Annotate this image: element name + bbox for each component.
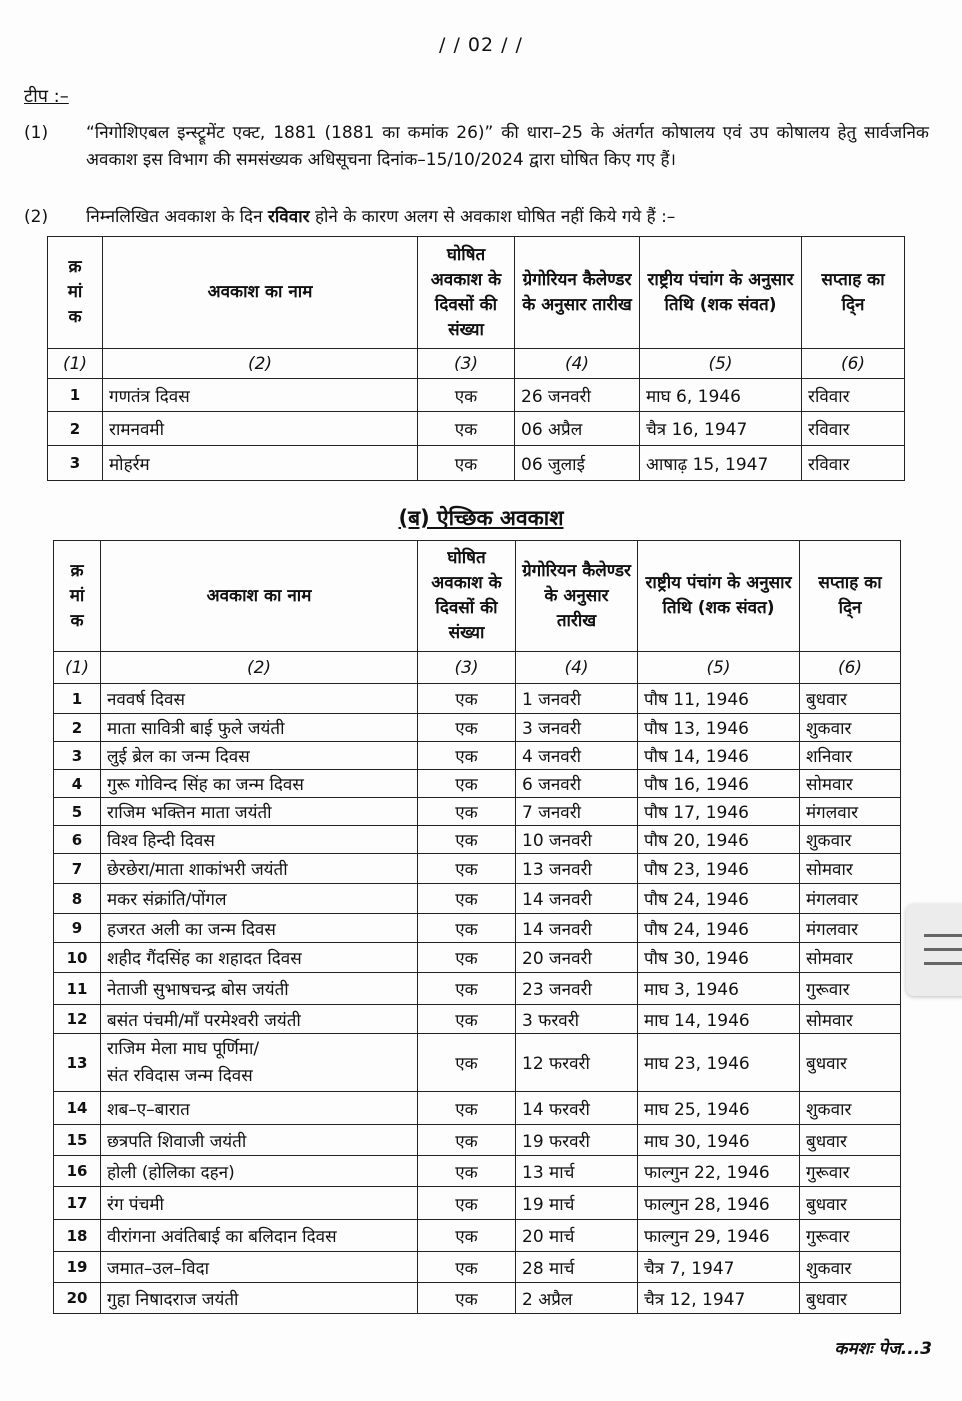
saka-date: पौष 24, 1946 <box>638 884 800 914</box>
days-count: एक <box>418 914 516 943</box>
note-text: “निगोशिएबल इन्स्ट्रूमेंट एक्ट, 1881 (1881 का कमांक 26)” की धारा–25 के अंतर्गत कोषालय एवं उप कोषालय हेतु सार्वजनिक अवकाश इस विभाग की समसंख्यक अधिसूचना दिनांक–15/10/2024 द्वारा घोषित किए गए हैं। <box>86 123 929 170</box>
gregorian-date: 26 जनवरी <box>515 379 640 412</box>
holiday-name: गुरू गोविन्द सिंह का जन्म दिवस <box>101 770 418 798</box>
serial-number: 16 <box>54 1156 101 1187</box>
days-count: एक <box>418 1092 516 1125</box>
holiday-name: विश्व हिन्दी दिवस <box>101 826 418 854</box>
saka-date: पौष 30, 1946 <box>638 943 800 973</box>
column-index: (2) <box>101 652 418 684</box>
serial-number: 1 <box>54 684 101 714</box>
header-national: राष्ट्रीय पंचांग के अनुसार तिथि (शक संवत) <box>638 541 800 652</box>
holiday-name: माता सावित्री बाई फुले जयंती <box>101 714 418 742</box>
holiday-name: छेरछेरा/माता शाकांभरी जयंती <box>101 854 418 884</box>
gregorian-date: 14 जनवरी <box>516 914 638 943</box>
gregorian-date: 2 अप्रैल <box>516 1283 638 1314</box>
holiday-name: राजिम भक्तिन माता जयंती <box>101 798 418 826</box>
days-count: एक <box>418 1034 516 1092</box>
gregorian-date: 20 जनवरी <box>516 943 638 973</box>
table-row <box>54 826 901 854</box>
saka-date: पौष 24, 1946 <box>638 914 800 943</box>
weekday: गुरूवार <box>800 1156 901 1187</box>
header-row <box>54 541 901 652</box>
holiday-name: रामनवमी <box>103 412 418 446</box>
saka-date: माघ 14, 1946 <box>638 1005 800 1034</box>
note-text-part: निम्नलिखित अवकाश के दिन <box>86 207 268 227</box>
header-sn: क्र मां क <box>48 237 103 349</box>
table-row <box>48 446 905 481</box>
serial-number: 12 <box>54 1005 101 1034</box>
gregorian-date: 14 फरवरी <box>516 1092 638 1125</box>
serial-number: 17 <box>54 1187 101 1220</box>
saka-date: पौष 13, 1946 <box>638 714 800 742</box>
serial-number: 8 <box>54 884 101 914</box>
holiday-name: मकर संक्रांति/पोंगल <box>101 884 418 914</box>
weekday: शुकवार <box>800 1092 901 1125</box>
holiday-name: शब–ए–बारात <box>101 1092 418 1125</box>
saka-date: माघ 3, 1946 <box>638 973 800 1005</box>
serial-number: 14 <box>54 1092 101 1125</box>
days-count: एक <box>418 854 516 884</box>
header-gregorian: ग्रेगोरियन कैलेण्डर के अनुसार तारीख <box>515 237 640 349</box>
serial-number: 5 <box>54 798 101 826</box>
gregorian-date: 06 अप्रैल <box>515 412 640 446</box>
gregorian-date: 6 जनवरी <box>516 770 638 798</box>
gregorian-date: 06 जुलाई <box>515 446 640 481</box>
weekday: बुधवार <box>800 1034 901 1092</box>
table-row <box>54 1156 901 1187</box>
serial-number: 19 <box>54 1252 101 1283</box>
saka-date: पौष 11, 1946 <box>638 684 800 714</box>
gregorian-date: 23 जनवरी <box>516 973 638 1005</box>
column-index: (4) <box>515 349 640 379</box>
table-row <box>54 742 901 770</box>
table-row <box>54 1092 901 1125</box>
saka-date: चैत्र 12, 1947 <box>638 1283 800 1314</box>
weekday: रविवार <box>802 446 905 481</box>
table-row <box>54 798 901 826</box>
holiday-name: राजिम मेला माघ पूर्णिमा/ संत रविदास जन्म दिवस <box>101 1034 418 1092</box>
holiday-name: बसंत पंचमी/माँ परमेश्वरी जयंती <box>101 1005 418 1034</box>
days-count: एक <box>418 1220 516 1252</box>
note-text-bold: रविवार <box>267 207 310 227</box>
saka-date: माघ 30, 1946 <box>638 1125 800 1156</box>
days-count: एक <box>418 684 516 714</box>
table-row <box>54 1252 901 1283</box>
days-count: एक <box>418 742 516 770</box>
weekday: गुरूवार <box>800 973 901 1005</box>
column-index: (2) <box>103 349 418 379</box>
table-row <box>48 412 905 446</box>
gregorian-date: 28 मार्च <box>516 1252 638 1283</box>
saka-date: फाल्गुन 29, 1946 <box>638 1220 800 1252</box>
column-index: (3) <box>418 652 516 684</box>
gregorian-date: 10 जनवरी <box>516 826 638 854</box>
header-gregorian: ग्रेगोरियन कैलेण्डर के अनुसार तारीख <box>516 541 638 652</box>
saka-date: चैत्र 7, 1947 <box>638 1252 800 1283</box>
weekday: रविवार <box>802 379 905 412</box>
weekday: सोमवार <box>800 770 901 798</box>
weekday: बुधवार <box>800 684 901 714</box>
days-count: एक <box>418 826 516 854</box>
header-row <box>48 237 905 349</box>
gregorian-date: 19 फरवरी <box>516 1125 638 1156</box>
header-national: राष्ट्रीय पंचांग के अनुसार तिथि (शक संवत) <box>640 237 802 349</box>
note-number: (1) <box>24 123 49 143</box>
table-row <box>54 714 901 742</box>
weekday: मंगलवार <box>800 884 901 914</box>
column-index: (6) <box>802 349 905 379</box>
holiday-name: गणतंत्र दिवस <box>103 379 418 412</box>
saka-date: पौष 17, 1946 <box>638 798 800 826</box>
serial-number: 11 <box>54 973 101 1005</box>
column-index: (1) <box>54 652 101 684</box>
days-count: एक <box>418 412 515 446</box>
saka-date: माघ 6, 1946 <box>640 379 802 412</box>
serial-number: 7 <box>54 854 101 884</box>
weekday: सोमवार <box>800 1005 901 1034</box>
weekday: मंगलवार <box>800 914 901 943</box>
gregorian-date: 3 फरवरी <box>516 1005 638 1034</box>
days-count: एक <box>418 798 516 826</box>
gregorian-date: 14 जनवरी <box>516 884 638 914</box>
header-name: अवकाश का नाम <box>103 237 418 349</box>
serial-number: 3 <box>54 742 101 770</box>
gregorian-date: 20 मार्च <box>516 1220 638 1252</box>
gregorian-date: 12 फरवरी <box>516 1034 638 1092</box>
note-text-part: होने के कारण अलग से अवकाश घोषित नहीं किये गये हैं :– <box>309 207 676 227</box>
gregorian-date: 7 जनवरी <box>516 798 638 826</box>
holiday-name: लुई ब्रेल का जन्म दिवस <box>101 742 418 770</box>
saka-date: पौष 14, 1946 <box>638 742 800 770</box>
days-count: एक <box>418 1125 516 1156</box>
gregorian-date: 13 मार्च <box>516 1156 638 1187</box>
header-weekday: सप्ताह का दि्न <box>800 541 901 652</box>
holiday-name: हजरत अली का जन्म दिवस <box>101 914 418 943</box>
column-index: (5) <box>638 652 800 684</box>
saka-date: फाल्गुन 22, 1946 <box>638 1156 800 1187</box>
saka-date: पौष 16, 1946 <box>638 770 800 798</box>
saka-date: फाल्गुन 28, 1946 <box>638 1187 800 1220</box>
note-1 <box>24 120 929 174</box>
gregorian-date: 3 जनवरी <box>516 714 638 742</box>
holiday-name: छत्रपति शिवाजी जयंती <box>101 1125 418 1156</box>
table-row <box>54 1005 901 1034</box>
days-count: एक <box>418 1283 516 1314</box>
note-text <box>86 204 929 231</box>
saka-date: पौष 20, 1946 <box>638 826 800 854</box>
table-row <box>54 770 901 798</box>
days-count: एक <box>418 379 515 412</box>
section-title <box>0 504 962 532</box>
days-count: एक <box>418 714 516 742</box>
table-row <box>54 1220 901 1252</box>
weekday: मंगलवार <box>800 798 901 826</box>
weekday: बुधवार <box>800 1283 901 1314</box>
serial-number: 2 <box>54 714 101 742</box>
note-2 <box>24 204 929 231</box>
serial-number: 18 <box>54 1220 101 1252</box>
table-row <box>54 1187 901 1220</box>
table-row <box>48 379 905 412</box>
serial-number: 13 <box>54 1034 101 1092</box>
serial-number: 20 <box>54 1283 101 1314</box>
table-row <box>54 854 901 884</box>
weekday: सोमवार <box>800 854 901 884</box>
weekday: शनिवार <box>800 742 901 770</box>
header-weekday: सप्ताह का दि्न <box>802 237 905 349</box>
page-number: / / 02 / / <box>439 34 523 56</box>
serial-number: 10 <box>54 943 101 973</box>
days-count: एक <box>418 1005 516 1034</box>
days-count: एक <box>418 1187 516 1220</box>
sunday-holidays-table <box>47 236 905 481</box>
weekday: सोमवार <box>800 943 901 973</box>
weekday: गुरूवार <box>800 1220 901 1252</box>
section-title-text: (ब) ऐच्छिक अवकाश <box>398 506 564 530</box>
days-count: एक <box>418 1156 516 1187</box>
days-count: एक <box>418 973 516 1005</box>
holiday-name: रंग पंचमी <box>101 1187 418 1220</box>
serial-number: 2 <box>48 412 103 446</box>
weekday: शुकवार <box>800 1252 901 1283</box>
weekday: शुकवार <box>800 826 901 854</box>
serial-number: 15 <box>54 1125 101 1156</box>
days-count: एक <box>418 1252 516 1283</box>
table-row <box>54 1034 901 1092</box>
holiday-name: मोहर्रम <box>103 446 418 481</box>
header-days: घोषित अवकाश के दिवसों की संख्या <box>418 237 515 349</box>
column-index: (1) <box>48 349 103 379</box>
note-number: (2) <box>24 207 49 227</box>
gregorian-date: 4 जनवरी <box>516 742 638 770</box>
gregorian-date: 13 जनवरी <box>516 854 638 884</box>
saka-date: चैत्र 16, 1947 <box>640 412 802 446</box>
table-row <box>54 973 901 1005</box>
holiday-name: होली (होलिका दहन) <box>101 1156 418 1187</box>
holiday-name: वीरांगना अवंतिबाई का बलिदान दिवस <box>101 1220 418 1252</box>
saka-date: पौष 23, 1946 <box>638 854 800 884</box>
days-count: एक <box>418 884 516 914</box>
weekday: शुकवार <box>800 714 901 742</box>
continued-note: कमशः पेज...3 <box>834 1339 932 1359</box>
header-name: अवकाश का नाम <box>101 541 418 652</box>
column-index: (4) <box>516 652 638 684</box>
serial-number: 4 <box>54 770 101 798</box>
serial-number: 9 <box>54 914 101 943</box>
column-index: (5) <box>640 349 802 379</box>
header-sn: क्र मां क <box>54 541 101 652</box>
holiday-name: नववर्ष दिवस <box>101 684 418 714</box>
column-index-row <box>48 349 905 379</box>
days-count: एक <box>418 770 516 798</box>
days-count: एक <box>418 446 515 481</box>
table-row <box>54 884 901 914</box>
tip-heading: टीप :– <box>24 86 69 107</box>
holiday-name: जमात–उल–विदा <box>101 1252 418 1283</box>
weekday: बुधवार <box>800 1125 901 1156</box>
table-row <box>54 1125 901 1156</box>
days-count: एक <box>418 943 516 973</box>
side-panel-tab[interactable] <box>906 904 962 996</box>
optional-holidays-table <box>53 540 901 1314</box>
column-index: (3) <box>418 349 515 379</box>
serial-number: 1 <box>48 379 103 412</box>
table-row <box>54 943 901 973</box>
weekday: रविवार <box>802 412 905 446</box>
saka-date: आषाढ़ 15, 1947 <box>640 446 802 481</box>
holiday-name: गुहा निषादराज जयंती <box>101 1283 418 1314</box>
serial-number: 6 <box>54 826 101 854</box>
gregorian-date: 19 मार्च <box>516 1187 638 1220</box>
holiday-name: शहीद गैंदसिंह का शहादत दिवस <box>101 943 418 973</box>
gregorian-date: 1 जनवरी <box>516 684 638 714</box>
saka-date: माघ 25, 1946 <box>638 1092 800 1125</box>
holiday-name: नेताजी सुभाषचन्द्र बोस जयंती <box>101 973 418 1005</box>
column-index: (6) <box>800 652 901 684</box>
column-index-row <box>54 652 901 684</box>
table-row <box>54 914 901 943</box>
weekday: बुधवार <box>800 1187 901 1220</box>
saka-date: माघ 23, 1946 <box>638 1034 800 1092</box>
table-row <box>54 684 901 714</box>
table-row <box>54 1283 901 1314</box>
header-days: घोषित अवकाश के दिवसों की संख्या <box>418 541 516 652</box>
serial-number: 3 <box>48 446 103 481</box>
